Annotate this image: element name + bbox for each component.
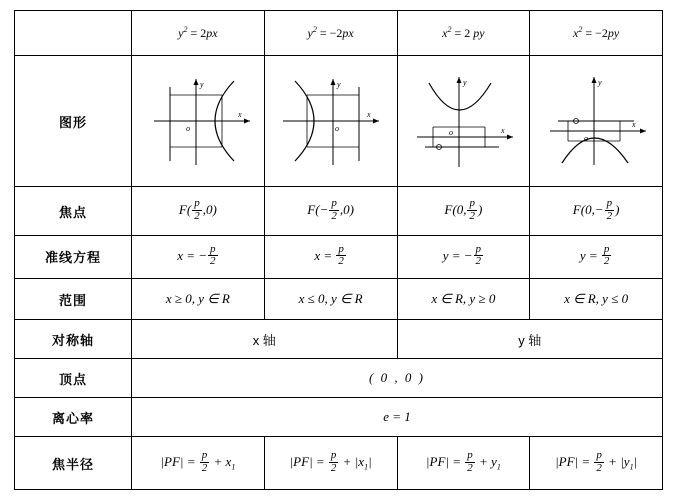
axis-symmetry-cell-x: x 轴 [132,320,398,359]
focus-cell-3: F(0, $\frac{p}{2}$ ) [397,187,530,235]
row-label-focus: 焦点 [15,187,132,235]
graph-left-opening [268,67,394,175]
table-row-focal-radius [15,437,663,490]
table-corner-cell [15,11,132,56]
parabola-properties-table [14,10,663,490]
row-label-axis-of-symmetry: 对称轴 [15,320,132,359]
directrix-cell-1: x = − $\frac{p}{2}$ [132,235,265,279]
focal-radius-cell-1: |PF| = $\frac{p}{2}$ + $x_1$ [132,437,265,490]
table-row-graph [15,55,663,187]
parabola-left-svg [271,69,391,173]
graph-up-opening [401,67,527,175]
parabola-down-svg [536,69,656,173]
graph-cell-down-opening [530,55,663,187]
svg-text:y: y [463,78,467,88]
table-row-eccentricity [15,398,663,437]
table-row-focus [15,187,663,235]
directrix-cell-4: y = $\frac{p}{2}$ [530,235,663,279]
focal-radius-cell-3: |PF| = $\frac{p}{2}$ + $y_1$ [397,437,530,490]
equation-cell-3: $x^2 = 2$ py [397,11,530,56]
svg-text:x: x [632,120,636,130]
svg-text:o: o [449,128,454,138]
row-label-directrix: 准线方程 [15,235,132,279]
graph-down-opening [533,67,659,175]
range-cell-3: x ∈ R, y ≥ 0 [397,279,530,320]
focal-radius-cell-2: |PF| = $\frac{p}{2}$ + $|x_1|$ [264,437,397,490]
graph-cell-right-opening [132,55,265,187]
parabola-up-svg [403,69,523,173]
directrix-cell-3: y = − $\frac{p}{2}$ [397,235,530,279]
range-cell-4: x ∈ R, y ≤ 0 [530,279,663,320]
axis-symmetry-cell-y: y 轴 [397,320,663,359]
table-header-row [15,11,663,56]
parabola-right-svg [138,69,258,173]
table-row-vertex [15,359,663,398]
equation-cell-2: $y^2 = -2px$ [264,11,397,56]
equation-cell-1: $y^2 = 2px$ [132,11,265,56]
svg-text:y: y [199,80,204,90]
table-row-directrix [15,235,663,279]
row-label-eccentricity: 离心率 [15,398,132,437]
equation-cell-4: $x^2 = -2py$ [530,11,663,56]
svg-text:o: o [185,124,190,134]
row-label-vertex: 顶点 [15,359,132,398]
focal-radius-cell-4: |PF| = $\frac{p}{2}$ + $|y_1|$ [530,437,663,490]
table-row-axis-of-symmetry [15,320,663,359]
svg-text:o: o [584,134,589,144]
table-row-range [15,279,663,320]
graph-right-opening [135,67,261,175]
row-label-focal-radius: 焦半径 [15,437,132,490]
range-cell-2: x ≤ 0, y ∈ R [264,279,397,320]
focus-cell-1: F( $\frac{p}{2}$ ,0) [132,187,265,235]
focus-cell-4: F(0,− $\frac{p}{2}$ ) [530,187,663,235]
range-cell-1: x ≥ 0, y ∈ R [132,279,265,320]
svg-text:y: y [336,80,341,90]
directrix-cell-2: x = $\frac{p}{2}$ [264,235,397,279]
svg-text:x: x [237,110,242,120]
graph-cell-left-opening [264,55,397,187]
graph-cell-up-opening [397,55,530,187]
vertex-cell: ( 0 , 0 ) [132,359,663,398]
svg-text:x: x [501,126,505,136]
svg-text:o: o [334,124,339,134]
row-label-range: 范围 [15,279,132,320]
row-label-graph: 图形 [15,55,132,187]
focus-cell-2: F(− $\frac{p}{2}$ ,0) [264,187,397,235]
svg-text:x: x [366,110,371,120]
eccentricity-cell: e = 1 [132,398,663,437]
svg-text:y: y [598,78,602,88]
